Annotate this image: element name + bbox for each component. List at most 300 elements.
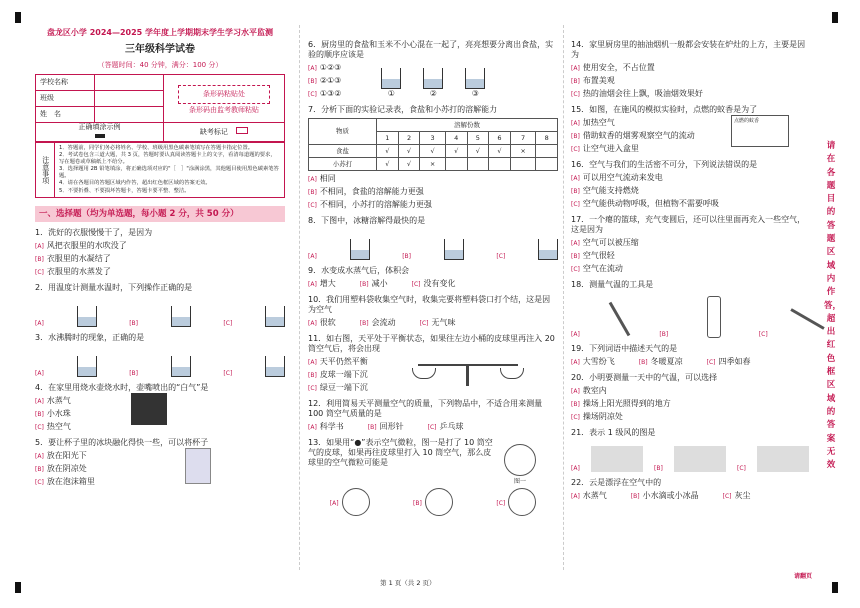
- thermometer-images: [35, 297, 285, 327]
- option-text: 加热空气: [582, 118, 615, 127]
- question-22: [571, 478, 809, 501]
- option-a[interactable]: [308, 422, 344, 432]
- question-13: [308, 438, 558, 516]
- option-text: 借助蚊香的烟雾观察空气的流动: [582, 131, 695, 140]
- answer-area-warning: 请在各题目的答题区域内作答，超出红色框区域的答案无效: [824, 141, 842, 471]
- option-c[interactable]: [C]: [758, 330, 768, 338]
- option-a[interactable]: [571, 63, 809, 73]
- option-a[interactable]: [571, 173, 809, 183]
- option-a[interactable]: [A]: [308, 252, 317, 260]
- school-label: 学校名称: [36, 75, 95, 91]
- option-letter: [A]: [571, 493, 580, 500]
- question-text: 14．家里厨房里的抽油烟机一般都会安装在炉灶的上方，主要是因为: [571, 40, 806, 59]
- fill-example: [36, 123, 164, 142]
- table-cell: √: [377, 158, 399, 171]
- option-letter: [B]: [571, 78, 580, 85]
- option-text: 小水滴或小冰晶: [642, 491, 699, 500]
- question-text: 18．测量气温的工具是: [571, 280, 654, 289]
- option-text: 热的油烟会往上飘，吸油烟效果好: [582, 89, 703, 98]
- option-b[interactable]: [308, 76, 341, 86]
- option-letter: [A]: [308, 424, 317, 431]
- option-b[interactable]: [639, 357, 683, 367]
- note-item: 5．不要折叠、不要损坏答题卡，答题卡要平整、整洁。: [59, 187, 190, 194]
- option-c[interactable]: [571, 264, 809, 274]
- option-text: 大雪纷飞: [582, 357, 615, 366]
- page-number: 第 1 页（共 2 页）: [380, 579, 436, 587]
- table-cell: 小苏打: [309, 158, 377, 171]
- option-c[interactable]: [723, 491, 751, 501]
- option-a[interactable]: [571, 386, 809, 396]
- option-text: 皮球一端下沉: [319, 370, 368, 379]
- option-text: 不相同，小苏打的溶解能力更强: [319, 200, 432, 209]
- option-letter: [B]: [571, 253, 580, 260]
- option-letter: [C]: [419, 320, 429, 327]
- option-c[interactable]: [308, 383, 368, 393]
- question-14: [571, 40, 809, 99]
- note-item: 1．答题前，同学们务必将姓名、学校、班级用黑色碳素笔填写在答题卡指定位置。: [59, 144, 254, 151]
- option-a[interactable]: [308, 174, 558, 184]
- option-a[interactable]: [571, 118, 731, 128]
- exam-header: 盘龙区小学 2024—2025 学年度上学期期末学生学习水平监测: [46, 28, 274, 37]
- option-c[interactable]: [308, 200, 558, 210]
- beaker-icon: [265, 356, 285, 377]
- option-letter: [C]: [35, 424, 44, 432]
- option-letter: [C]: [35, 269, 44, 277]
- option-letter: [B]: [571, 133, 580, 140]
- option-text: 风把衣服里的水吹没了: [46, 241, 127, 251]
- option-a[interactable]: [308, 357, 368, 367]
- option-letter: [A]: [308, 281, 317, 288]
- option-letter: [C]: [722, 493, 732, 500]
- option-letter: [A]: [308, 65, 317, 72]
- option-text: 很软: [319, 318, 336, 327]
- wind-scene-image: [757, 446, 809, 472]
- table-cell: √: [398, 145, 420, 158]
- absent-label: 缺考标记: [199, 128, 228, 137]
- option-letter: [A]: [329, 499, 339, 507]
- option-a[interactable]: [A]: [35, 369, 44, 377]
- barcode-note: 条形码由监考教师粘贴: [189, 105, 259, 114]
- class-field[interactable]: [95, 91, 164, 107]
- solubility-table: [308, 118, 558, 171]
- option-b[interactable]: [571, 186, 809, 196]
- option-letter: [B]: [35, 466, 44, 474]
- option-b[interactable]: [308, 370, 368, 380]
- option-letter: [B]: [367, 424, 377, 431]
- thermometer-icon: [707, 296, 721, 338]
- notes-box: [35, 142, 285, 198]
- table-row: [309, 145, 558, 158]
- question-7: [308, 105, 558, 210]
- table-cell: √: [377, 145, 399, 158]
- option-letter: [A]: [571, 359, 580, 366]
- ball-figure: [508, 488, 536, 516]
- option-b[interactable]: [360, 318, 396, 328]
- option-letter: [B]: [308, 78, 317, 85]
- option-c[interactable]: [571, 89, 809, 99]
- option-letter: [A]: [308, 176, 317, 183]
- ice-cup-image: [185, 448, 211, 484]
- option-a[interactable]: [A]: [571, 330, 580, 338]
- figure-label: 点燃的蚊香: [734, 118, 760, 124]
- column-divider: [299, 25, 300, 570]
- beaker-icon: [171, 356, 191, 377]
- option-text: 减小: [371, 279, 388, 288]
- question-19: [571, 344, 809, 367]
- option-text: 让空气进入盒里: [582, 144, 639, 153]
- option-letter: [A]: [571, 120, 580, 127]
- option-text: 四季如春: [718, 357, 751, 366]
- option-text: 空气在流动: [582, 264, 623, 273]
- question-text: 6．厨房里的食盐和玉米不小心混在一起了，亮亮想要分离出食盐，实验的顺序应该是: [308, 40, 554, 59]
- name-field[interactable]: [95, 107, 164, 123]
- question-text: 11．如右图，天平处于平衡状态，如果往左边小桶的皮球里再注入 20 筒空气后，将会出现: [308, 334, 555, 353]
- question-8: [308, 216, 558, 260]
- thermometer-icon: [609, 302, 631, 336]
- balance-image: [408, 354, 528, 388]
- question-text: 16．空气与我们的生活密不可分，下列说法错误的是: [571, 160, 758, 169]
- note-item: 4．请在各题目的答题区域内作答，超出红色框区域的答案无效。: [59, 180, 211, 187]
- beaker-icon: [381, 68, 401, 89]
- table-cell: √: [489, 145, 511, 158]
- figure-label: ①: [387, 89, 395, 98]
- option-b[interactable]: [B]: [129, 319, 139, 327]
- figure-label: ③: [471, 89, 479, 98]
- barcode-area: [164, 75, 285, 123]
- funnel-icon: [423, 68, 443, 89]
- option-b[interactable]: [368, 422, 404, 432]
- option-b[interactable]: [35, 464, 95, 474]
- beaker-icon: [538, 239, 558, 260]
- option-text: 灰尘: [734, 491, 751, 500]
- option-c[interactable]: [428, 422, 464, 432]
- option-text: ②①③: [319, 76, 342, 85]
- beaker-icon: [77, 306, 97, 327]
- option-letter: [B]: [571, 188, 580, 195]
- option-letter: [A]: [35, 398, 44, 406]
- table-cell: √: [420, 145, 446, 158]
- option-b[interactable]: [571, 251, 809, 261]
- option-a[interactable]: [A]: [571, 464, 580, 472]
- option-b[interactable]: [B]: [129, 369, 139, 377]
- question-text: 1．洗好的衣服慢慢干了，是因为: [35, 228, 153, 238]
- option-a[interactable]: [571, 238, 809, 248]
- question-2: [35, 283, 285, 327]
- question-6: [308, 40, 558, 99]
- table-header: 物质: [309, 119, 377, 145]
- option-text: 空气很轻: [582, 251, 615, 260]
- question-text: 4．在家里用烧水壶烧水时，壶嘴喷出的“白气”是: [35, 383, 209, 393]
- option-letter: [A]: [571, 240, 580, 247]
- table-cell: [489, 158, 511, 171]
- beaker-icon: [171, 306, 191, 327]
- option-text: 不相同，食盐的溶解能力更强: [319, 187, 424, 196]
- table-cell: [510, 158, 536, 171]
- absent-checkbox[interactable]: [236, 127, 248, 134]
- option-text: 热空气: [46, 422, 71, 432]
- separation-figures: [381, 60, 485, 99]
- option-letter: [A]: [571, 65, 580, 72]
- note-item: 2．考试卷包含三道大题，共 3 页，答题时要认真阅读答题卡上的文字，看清每道题的要求，写在题卷或草稿纸上不给分。: [59, 151, 276, 166]
- alignment-mark-bottom-right: [832, 582, 838, 593]
- option-text: 回形针: [379, 422, 404, 431]
- table-cell: ×: [510, 145, 536, 158]
- thermometer-icon: [790, 308, 824, 330]
- option-b[interactable]: [308, 187, 558, 197]
- question-11: [308, 334, 558, 393]
- option-c[interactable]: [571, 144, 731, 154]
- alignment-mark-top-right: [832, 12, 838, 23]
- option-text: 放在泡沫箱里: [46, 477, 95, 487]
- question-text: 20．小明要测量一天中的气温，可以选择: [571, 373, 718, 382]
- option-a[interactable]: [308, 318, 336, 328]
- option-letter: [C]: [571, 266, 580, 273]
- option-c[interactable]: [35, 422, 71, 432]
- question-12: [308, 399, 558, 432]
- fill-example-mark: [95, 134, 105, 138]
- boiling-images: [35, 347, 285, 377]
- option-b[interactable]: [571, 76, 809, 86]
- option-letter: [A]: [308, 320, 317, 327]
- question-text: 5．要让杯子里的冰块融化得快一些，可以将杯子: [35, 438, 209, 448]
- option-c[interactable]: [707, 357, 751, 367]
- particle-options: [308, 488, 558, 516]
- alignment-mark-top-left: [15, 12, 21, 23]
- question-text: 8．下图中，冰糖溶解得最快的是: [308, 216, 426, 225]
- option-text: 小水珠: [46, 409, 71, 419]
- question-text: 7．分析下面的实验记录表，食盐和小苏打的溶解能力: [308, 105, 498, 114]
- option-b[interactable]: [B]: [659, 330, 669, 338]
- option-letter: [B]: [359, 281, 369, 288]
- table-cell: 6: [489, 132, 511, 145]
- question-text: 9．水变成水蒸气后，体积会: [308, 266, 410, 275]
- option-text: 衣服里的水凝结了: [46, 254, 111, 264]
- notes-label: 注意事项: [36, 143, 55, 197]
- question-text: 10．我们用塑料袋收集空气时，收集完要将塑料袋口打个结，这是因为空气: [308, 295, 551, 314]
- kettle-image: [131, 393, 167, 425]
- option-a[interactable]: [308, 63, 341, 73]
- option-c[interactable]: [C]: [223, 369, 233, 377]
- question-text: 15．如图，在施风的模拟实验时，点燃的蚊香是为了: [571, 105, 758, 114]
- option-text: 空气能支持燃烧: [582, 186, 639, 195]
- option-letter: [C]: [308, 91, 317, 98]
- question-9: [308, 266, 558, 289]
- option-text: 放在阳光下: [46, 451, 87, 461]
- table-cell: √: [398, 158, 420, 171]
- section-heading: 一、选择题（均为单选题，每小题 2 分，共 50 分）: [35, 206, 285, 223]
- burner-icon: [465, 68, 485, 89]
- option-c[interactable]: [35, 267, 285, 277]
- question-21: [571, 428, 809, 472]
- question-10: [308, 295, 558, 328]
- option-a[interactable]: [35, 396, 71, 406]
- option-letter: [C]: [571, 146, 580, 153]
- option-b[interactable]: [360, 279, 388, 289]
- column-2: [308, 40, 558, 516]
- option-text: 放在阴凉处: [46, 464, 87, 474]
- beaker-icon: [265, 306, 285, 327]
- column-3: [571, 40, 809, 501]
- option-c[interactable]: [C]: [496, 252, 506, 260]
- wind-box-image: [731, 115, 789, 147]
- table-header: 溶解份数: [377, 119, 558, 132]
- exam-time: （答题时间：40 分钟，满分：100 分）: [97, 60, 223, 69]
- option-letter: [B]: [359, 320, 369, 327]
- student-info-table: [35, 74, 285, 142]
- figure-1: [504, 438, 536, 486]
- option-letter: [C]: [35, 479, 44, 487]
- beaker-icon: [444, 239, 464, 260]
- option-letter: [C]: [427, 424, 437, 431]
- school-field[interactable]: [95, 75, 164, 91]
- option-letter: [B]: [638, 359, 648, 366]
- table-cell: ×: [420, 158, 446, 171]
- option-a[interactable]: [330, 488, 370, 516]
- question-20: [571, 373, 809, 422]
- option-letter: [B]: [571, 401, 580, 408]
- option-letter: [B]: [413, 499, 422, 507]
- question-text: 19．下列词语中描述天气的是: [571, 344, 678, 353]
- option-c[interactable]: [571, 412, 809, 422]
- option-text: 无气味: [431, 318, 456, 327]
- option-text: 绿豆一端下沉: [319, 383, 368, 392]
- option-letter: [B]: [35, 411, 44, 419]
- wind-scene-image: [591, 446, 643, 472]
- option-a[interactable]: [571, 357, 615, 367]
- option-letter: [C]: [571, 414, 580, 421]
- question-18: [571, 280, 809, 338]
- option-text: 衣服里的水蒸发了: [46, 267, 111, 277]
- option-b[interactable]: [B]: [653, 464, 663, 472]
- option-text: 乒乓球: [439, 422, 464, 431]
- class-label: 班级: [36, 91, 95, 107]
- option-letter: [A]: [571, 175, 580, 182]
- option-letter: [C]: [308, 385, 317, 392]
- option-text: 空气能供动物呼吸，但植物不需要呼吸: [582, 199, 719, 208]
- column-divider: [563, 25, 564, 570]
- table-cell: 5: [467, 132, 489, 145]
- option-a[interactable]: [A]: [35, 319, 44, 327]
- option-c[interactable]: [308, 89, 341, 99]
- option-c[interactable]: [C]: [736, 464, 746, 472]
- figure-label: 图一: [513, 478, 526, 485]
- fill-example-label: 正确填涂示例: [78, 123, 121, 132]
- table-cell: 4: [445, 132, 467, 145]
- table-cell: √: [467, 145, 489, 158]
- thermometer-options: [571, 294, 809, 338]
- exam-title: 三年级科学试卷: [125, 44, 195, 55]
- option-text: 可以用空气流动来发电: [582, 173, 663, 182]
- option-c[interactable]: [420, 318, 456, 328]
- table-cell: 食盐: [309, 145, 377, 158]
- question-17: [571, 215, 809, 274]
- table-cell: [536, 145, 558, 158]
- name-label: 姓 名: [36, 107, 95, 123]
- table-row: [309, 158, 558, 171]
- question-16: [571, 160, 809, 209]
- question-3: [35, 333, 285, 377]
- option-text: 布置美观: [582, 76, 615, 85]
- option-c[interactable]: [412, 279, 456, 289]
- question-text: 2．用温度计测量水温时，下列操作正确的是: [35, 283, 193, 293]
- sugar-dissolve-images: [308, 230, 558, 260]
- option-a[interactable]: [571, 491, 607, 501]
- absent-mark: [164, 123, 285, 142]
- option-c[interactable]: [35, 477, 95, 487]
- option-b[interactable]: [571, 399, 809, 409]
- turn-page-stamp: 请翻页: [794, 573, 813, 580]
- notes-text: [55, 143, 284, 197]
- option-a[interactable]: [35, 451, 95, 461]
- option-letter: [C]: [308, 202, 317, 209]
- figure-label: ②: [429, 89, 437, 98]
- table-cell: 2: [398, 132, 420, 145]
- option-letter: [C]: [571, 201, 580, 208]
- question-4: [35, 383, 285, 432]
- option-letter: [C]: [706, 359, 716, 366]
- option-c[interactable]: [571, 199, 809, 209]
- question-text: 13．如果用“●”表示空气微粒，图一是打了 10 筒空气的皮球，如果再往皮球里打入 10 筒空气，那么皮球里的空气微粒可能是: [308, 438, 493, 467]
- option-b[interactable]: [35, 254, 285, 264]
- ball-figure: [504, 444, 536, 476]
- option-text: 天平仍然平衡: [319, 357, 368, 366]
- wind-scene-image: [674, 446, 726, 472]
- option-text: 没有变化: [423, 279, 456, 288]
- alignment-mark-bottom-left: [15, 582, 21, 593]
- option-letter: [A]: [308, 359, 317, 366]
- option-b[interactable]: [35, 409, 71, 419]
- question-text: 21．表示 1 级风的图是: [571, 428, 656, 437]
- table-cell: 8: [536, 132, 558, 145]
- option-letter: [C]: [496, 499, 506, 507]
- option-c[interactable]: [C]: [223, 319, 233, 327]
- note-item: 3．选择题用 2B 铅笔填涂，将正确选项对应的"［ ］"涂满涂黑，其他题目使用黑色碳素笔答题。: [59, 166, 279, 180]
- table-cell: √: [445, 145, 467, 158]
- option-a[interactable]: [35, 241, 285, 251]
- question-text: 3．水沸腾时的现象，正确的是: [35, 333, 145, 343]
- option-text: 操场上阳光照得到的地方: [582, 399, 671, 408]
- option-letter: [B]: [308, 189, 317, 196]
- column-1: [35, 16, 285, 487]
- ball-figure: [425, 488, 453, 516]
- option-b[interactable]: [B]: [402, 252, 412, 260]
- table-cell: [536, 158, 558, 171]
- option-text: 增大: [319, 279, 336, 288]
- option-text: 操场阴凉处: [582, 412, 623, 421]
- question-15: [571, 105, 809, 154]
- question-1: [35, 228, 285, 277]
- option-text: 水蒸气: [46, 396, 71, 406]
- option-text: 水蒸气: [582, 491, 607, 500]
- option-b[interactable]: [571, 131, 731, 141]
- option-letter: [C]: [411, 281, 421, 288]
- option-text: 相同: [319, 174, 336, 183]
- option-letter: [A]: [35, 243, 44, 251]
- option-letter: [C]: [571, 91, 580, 98]
- option-b[interactable]: [413, 488, 453, 516]
- table-cell: 7: [510, 132, 536, 145]
- beaker-icon: [77, 356, 97, 377]
- option-text: ①②③: [319, 63, 342, 72]
- option-c[interactable]: [496, 488, 536, 516]
- option-b[interactable]: [631, 491, 699, 501]
- table-cell: 3: [420, 132, 446, 145]
- question-text: 12．利用简易天平测量空气的质量，下列物品中，不适合用来测量 100 筒空气质量的是: [308, 399, 543, 418]
- question-text: 22．云是漂浮在空气中的: [571, 478, 662, 487]
- ball-figure: [342, 488, 370, 516]
- option-letter: [A]: [571, 388, 580, 395]
- option-a[interactable]: [308, 279, 336, 289]
